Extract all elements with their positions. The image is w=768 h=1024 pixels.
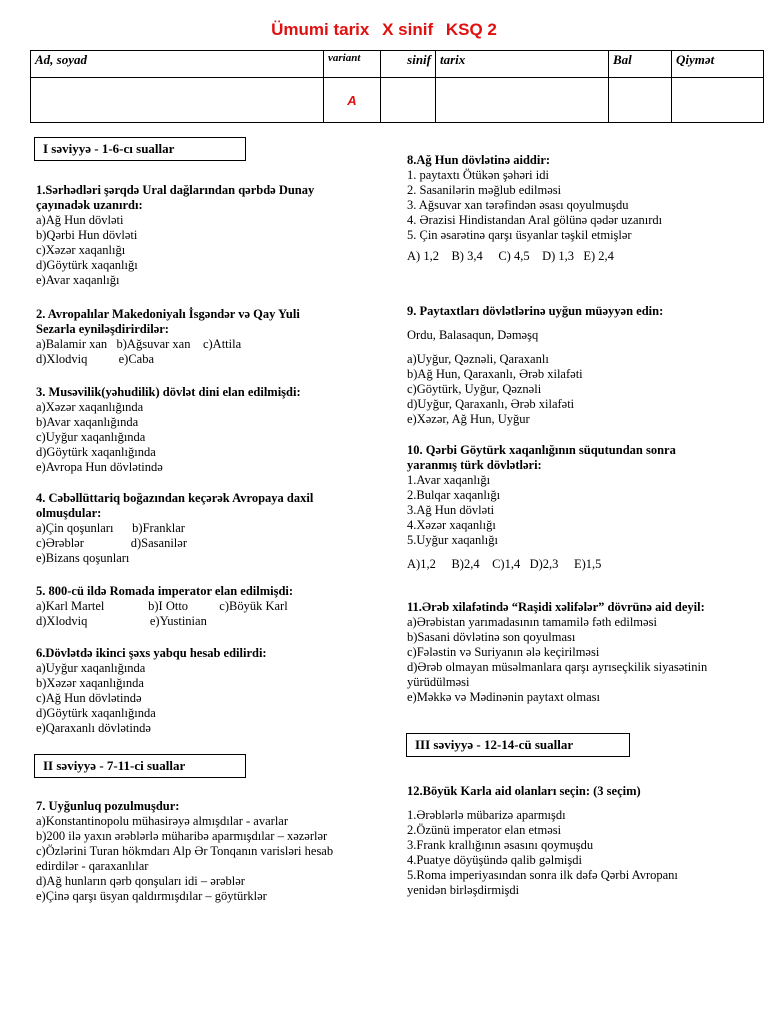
- question-2: [36, 307, 386, 367]
- option: 2. Sasanilərin məğlub edilməsi: [407, 183, 562, 197]
- option: a)Xəzər xaqanlığında: [36, 400, 144, 414]
- question-7: [36, 799, 391, 904]
- score-label: Bal: [609, 51, 672, 78]
- student-info-table: [30, 50, 764, 123]
- question-3: [36, 385, 386, 475]
- option: d)Göytürk xaqanlığında: [36, 445, 156, 459]
- answer-choices: A) 1,2 B) 3,4 C) 4,5 D) 1,3 E) 2,4: [407, 249, 614, 263]
- option: d)Göytürk xaqanlığı: [36, 258, 138, 272]
- option: 1.Avar xaqanlığı: [407, 473, 491, 487]
- option: d)Ərəb olmayan müsəlmanlara qarşı ayrıseçkilik siyasətinin: [407, 660, 708, 674]
- option: c)Ərəblər d)Sasanilər: [36, 536, 187, 550]
- option: c)Uyğur xaqanlığında: [36, 430, 146, 444]
- class-label: sinif: [381, 51, 436, 78]
- question-6: [36, 646, 386, 736]
- question-given: Ordu, Balasaqun, Dəməşq: [407, 328, 539, 342]
- option: a)Karl Martel b)I Otto c)Böyük Karl: [36, 599, 288, 613]
- option: a)Uyğur, Qəznəli, Qaraxanlı: [407, 352, 549, 366]
- grade-field[interactable]: [672, 78, 764, 123]
- question-text: 1.Sərhədləri şərqdə Ural dağlarından qərbdə Dunay: [36, 183, 315, 197]
- option: b)Ağ Hun, Qaraxanlı, Ərəb xilafəti: [407, 367, 583, 381]
- option: c)Göytürk, Uyğur, Qəznəli: [407, 382, 542, 396]
- option: a)Uyğur xaqanlığında: [36, 661, 146, 675]
- option: 3.Frank krallığının əsasını qoymuşdu: [407, 838, 594, 852]
- question-11: [407, 600, 765, 705]
- option: d)Xlodviq e)Caba: [36, 352, 155, 366]
- question-text: 4. Cəbəllüttariq boğazından keçərək Avropaya daxil: [36, 491, 314, 505]
- title-class: X sinif: [382, 20, 434, 39]
- question-text: 12.Böyük Karla aid olanları seçin: (3 seçim): [407, 784, 641, 798]
- option: a)Balamir xan b)Ağsuvar xan c)Attila: [36, 337, 242, 351]
- question-text: 2. Avropalılar Makedoniyalı İsgəndər və Qay Yuli: [36, 307, 300, 321]
- option: d)Ağ hunların qərb qonşuları idi – ərəblər: [36, 874, 245, 888]
- option: 1. paytaxtı Ötükən şəhəri idi: [407, 168, 549, 182]
- level-2-box: II səviyyə - 7-11-ci suallar: [34, 754, 246, 778]
- option: b)200 ilə yaxın ərəblərlə müharibə aparmışdılar – xəzərlər: [36, 829, 328, 843]
- option: yenidən birləşdirmişdi: [407, 883, 520, 897]
- question-text: 6.Dövlətdə ikinci şəxs yabqu hesab edilirdi:: [36, 646, 267, 660]
- option: 4.Xəzər xaqanlığı: [407, 518, 496, 532]
- name-field[interactable]: [31, 78, 324, 123]
- option: c)Xəzər xaqanlığı: [36, 243, 126, 257]
- question-text: 11.Ərəb xilafətində “Raşidi xəlifələr” dövrünə aid deyil:: [407, 600, 705, 614]
- class-field[interactable]: [381, 78, 436, 123]
- answer-choices: A)1,2 B)2,4 C)1,4 D)2,3 E)1,5: [407, 557, 602, 571]
- option: b)Sasani dövlətinə son qoyulması: [407, 630, 576, 644]
- option: d)Xlodviq e)Yustinian: [36, 614, 207, 628]
- option: 4. Ərazisi Hindistandan Aral gölünə qədər uzanırdı: [407, 213, 663, 227]
- question-9: [407, 304, 762, 427]
- score-field[interactable]: [609, 78, 672, 123]
- option: e)Çinə qarşı üsyan qaldırmışdılar – göytürklər: [36, 889, 267, 903]
- question-text: Sezarla eyniləşdirirdilər:: [36, 322, 169, 336]
- option: 5. Çin əsarətinə qarşı üsyanlar təşkil etmişlər: [407, 228, 632, 242]
- option: 5.Uyğur xaqanlığı: [407, 533, 498, 547]
- question-text: 9. Paytaxtları dövlətlərinə uyğun müəyyən edin:: [407, 304, 664, 318]
- question-10: [407, 443, 762, 572]
- option: e)Xəzər, Ağ Hun, Uyğur: [407, 412, 530, 426]
- level-1-box: I səviyyə - 1-6-cı suallar: [34, 137, 246, 161]
- question-5: [36, 584, 386, 629]
- option: d)Uyğur, Qaraxanlı, Ərəb xilafəti: [407, 397, 575, 411]
- question-text: 7. Uyğunluq pozulmuşdur:: [36, 799, 180, 813]
- question-text: 3. Musəvilik(yəhudilik) dövlət dini elan edilmişdi:: [36, 385, 301, 399]
- question-1: [36, 183, 386, 288]
- option: d)Göytürk xaqanlığında: [36, 706, 156, 720]
- option: 3. Ağsuvar xan tərəfindən əsası qoyulmuşdu: [407, 198, 629, 212]
- option: e)Avar xaqanlığı: [36, 273, 120, 287]
- date-label: tarix: [436, 51, 609, 78]
- option: a)Çin qoşunları b)Franklar: [36, 521, 185, 535]
- question-text: 10. Qərbi Göytürk xaqanlığının süqutundan sonra: [407, 443, 676, 457]
- question-text: çayınadək uzanırdı:: [36, 198, 143, 212]
- question-text: 8.Ağ Hun dövlətinə aiddir:: [407, 153, 551, 167]
- title-subject: Ümumi tarix: [271, 20, 370, 39]
- level-3-box: III səviyyə - 12-14-cü suallar: [406, 733, 630, 757]
- option: a)Ərəbistan yarımadasının tamamilə fəth edilməsi: [407, 615, 657, 629]
- question-4: [36, 491, 386, 566]
- option: e)Məkkə və Mədinənin paytaxt olması: [407, 690, 600, 704]
- date-field[interactable]: [436, 78, 609, 123]
- question-text: yaranmış türk dövlətləri:: [407, 458, 542, 472]
- option: 4.Puatye döyüşündə qalib gəlmişdi: [407, 853, 582, 867]
- option: 1.Ərəblərlə mübarizə aparmışdı: [407, 808, 566, 822]
- page-title: [0, 20, 768, 40]
- question-text: olmuşdular:: [36, 506, 102, 520]
- option: edirdilər - qaraxanlılar: [36, 859, 149, 873]
- question-8: [407, 153, 762, 264]
- option: 2.Özünü imperator elan etməsi: [407, 823, 562, 837]
- option: e)Avropa Hun dövlətində: [36, 460, 163, 474]
- option: a)Ağ Hun dövləti: [36, 213, 124, 227]
- question-12: [407, 784, 765, 898]
- variant-label: variant: [324, 51, 381, 78]
- option: 2.Bulqar xaqanlığı: [407, 488, 501, 502]
- option: c)Ağ Hun dövlətində: [36, 691, 142, 705]
- variant-value: A: [324, 78, 381, 123]
- option: b)Avar xaqanlığında: [36, 415, 139, 429]
- title-test: KSQ 2: [445, 20, 497, 39]
- option: e)Qaraxanlı dövlətində: [36, 721, 151, 735]
- option: yürüdülməsi: [407, 675, 470, 689]
- option: a)Konstantinopolu mühasirəyə almışdılar - avarlar: [36, 814, 289, 828]
- question-text: 5. 800-cü ildə Romada imperator elan edilmişdi:: [36, 584, 294, 598]
- option: 3.Ağ Hun dövləti: [407, 503, 495, 517]
- option: 5.Roma imperiyasından sonra ilk dəfə Qərbi Avropanı: [407, 868, 678, 882]
- name-label: Ad, soyad: [31, 51, 324, 78]
- option: b)Qərbi Hun dövləti: [36, 228, 138, 242]
- option: c)Özlərini Turan hökmdarı Alp Ər Tonqanın varisləri hesab: [36, 844, 334, 858]
- option: c)Fələstin və Suriyanın ələ keçirilməsi: [407, 645, 600, 659]
- grade-label: Qiymət: [672, 51, 764, 78]
- option: e)Bizans qoşunları: [36, 551, 130, 565]
- option: b)Xəzər xaqanlığında: [36, 676, 144, 690]
